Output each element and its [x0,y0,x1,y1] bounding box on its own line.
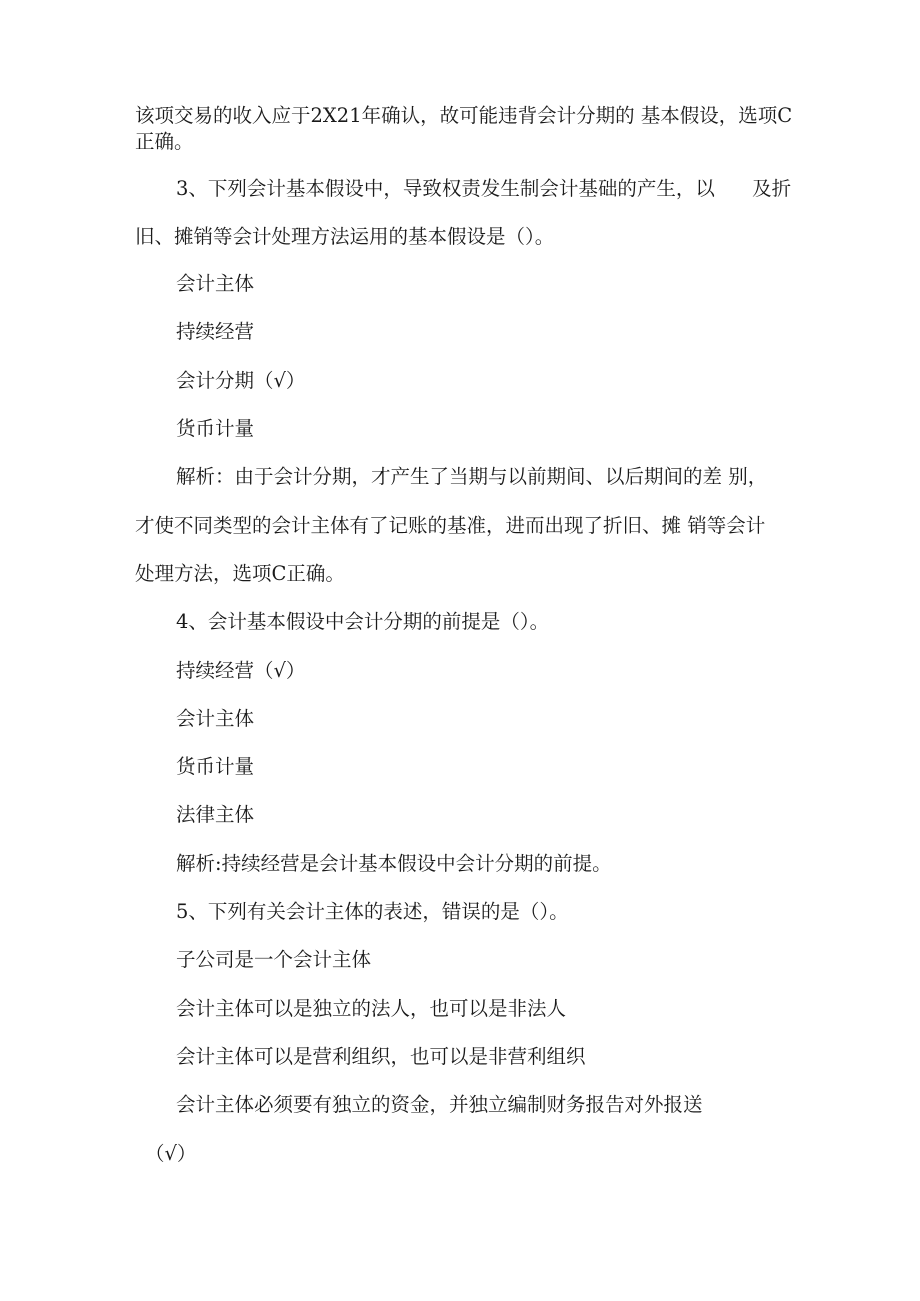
q5-option-c: 会计主体可以是营利组织，也可以是非营利组织 [176,1045,586,1068]
q5-option-d-mark: （√） [145,1142,197,1165]
q4-option-b: 会计主体 [176,707,255,730]
prev-explanation-line-1: 该项交易的收入应于2X21年确认，故可能违背会计分期的 基本假设，选项C [135,104,793,127]
q3-option-b: 持续经营 [176,320,255,343]
q4-option-d: 法律主体 [176,803,255,826]
q3-explanation-line-1: 解析：由于会计分期，才产生了当期与以前期间、以后期间的差 别， [176,465,768,488]
q5-option-a: 子公司是一个会计主体 [176,948,372,971]
q5-option-d: 会计主体必须要有独立的资金，并独立编制财务报告对外报送 [176,1093,703,1116]
q4-option-a: 持续经营（√） [176,659,306,682]
q3-stem-line-1: 3、下列会计基本假设中，导致权责发生制会计基础的产生，以 及折 [176,177,792,200]
q5-stem: 5、下列有关会计主体的表述，错误的是（）。 [176,900,569,923]
q3-explanation-line-2: 才使不同类型的会计主体有了记账的基准，进而出现了折旧、摊 销等会计 [135,514,766,537]
q3-option-c: 会计分期（√） [176,369,306,392]
q4-stem: 4、会计基本假设中会计分期的前提是（）。 [176,610,550,633]
q3-option-a: 会计主体 [176,272,255,295]
q3-option-d: 货币计量 [176,417,255,440]
q4-option-c: 货币计量 [176,755,255,778]
prev-explanation-line-2: 正确。 [135,130,194,153]
q3-explanation-line-3: 处理方法，选项C正确。 [135,562,345,585]
q4-explanation: 解析:持续经营是会计基本假设中会计分期的前提。 [176,852,612,875]
q5-option-b: 会计主体可以是独立的法人，也可以是非法人 [176,997,567,1020]
q3-stem-line-2: 旧、摊销等会计处理方法运用的基本假设是（）。 [135,225,555,248]
